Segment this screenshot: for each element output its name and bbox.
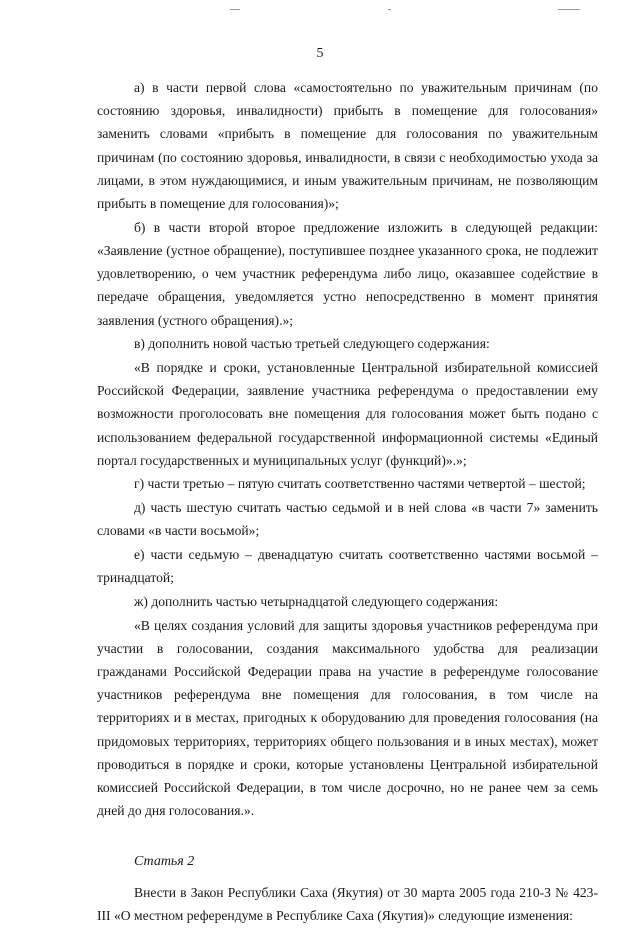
scan-artifact — [388, 9, 391, 10]
document-body — [97, 76, 598, 928]
paragraph-amendment-d: д) часть шестую считать частью седьмой и в ней слова «в части 7» заменить словами «в части восьмой»; — [97, 500, 598, 539]
scan-artifact — [230, 9, 240, 10]
paragraph-amendment-b: б) в части второй второе предложение изложить в следующей редакции: «Заявление (устное обращение), поступившее позднее указанного срока, не подлежит удовлетворению, о чем участник референдума либо лицо, оказавшее содействие в передаче обращения, уведомляется устно непосредственно в момент принятия заявления (устного обращения).»; — [97, 219, 598, 328]
paragraph-amendment-e: е) части седьмую – двенадцатую считать соответственно частями восьмой – тринадцатой; — [97, 547, 598, 586]
article-heading: Статья 2 — [134, 853, 195, 869]
paragraph-amendment-g: г) части третью – пятую считать соответственно частями четвертой – шестой; — [134, 476, 586, 492]
scan-artifact — [558, 9, 580, 10]
page-number: 5 — [316, 46, 324, 61]
paragraph-amendment-zh: ж) дополнить частью четырнадцатой следующего содержания: — [134, 593, 499, 609]
paragraph-article-2-intro: Внести в Закон Республики Саха (Якутия) от 30 марта 2005 года 210-З № 423-III «О местном референдуме в Республике Саха (Якутия)» следующие изменения: — [97, 884, 598, 923]
paragraph-amendment-v: в) дополнить новой частью третьей следующего содержания: — [134, 336, 490, 352]
paragraph-quote-part-three: «В порядке и сроки, установленные Центральной избирательной комиссией Российской Федерации, заявление участника референдума о предоставлении ему возможности проголосовать вне помещения для голосования может быть подано с использованием федеральной государственной информационной системы «Единый портал государственных и муниципальных услуг (функций)».»; — [97, 359, 598, 468]
paragraph-amendment-a: а) в части первой слова «самостоятельно по уважительным причинам (по состоянию здоровья, инвалидности) прибыть в помещение для голосования» заменить словами «прибыть в помещение для голосования по уважительным причинам (по состоянию здоровья, инвалидности, в связи с необходимостью ухода за лицами, в этом нуждающимися, и иным уважительным причинам, не позволяющим прибыть в помещение для голосования)»; — [97, 80, 598, 212]
paragraph-quote-part-fourteen: «В целях создания условий для защиты здоровья участников референдума при участии в голосовании, создания максимального удобства для реализации гражданами Российской Федерации права на участие в референдуме голосование участников референдума вне помещения для голосования, в том числе на территориях и в местах, пригодных к оборудованию для проведения голосования (на придомовых территориях, территориях общего пользования и в иных местах), может проводиться в порядке и сроки, которые установлены Центральной избирательной комиссией Российской Федерации, в том числе досрочно, но не ранее чем за семь дней до дня голосования.». — [97, 617, 598, 819]
